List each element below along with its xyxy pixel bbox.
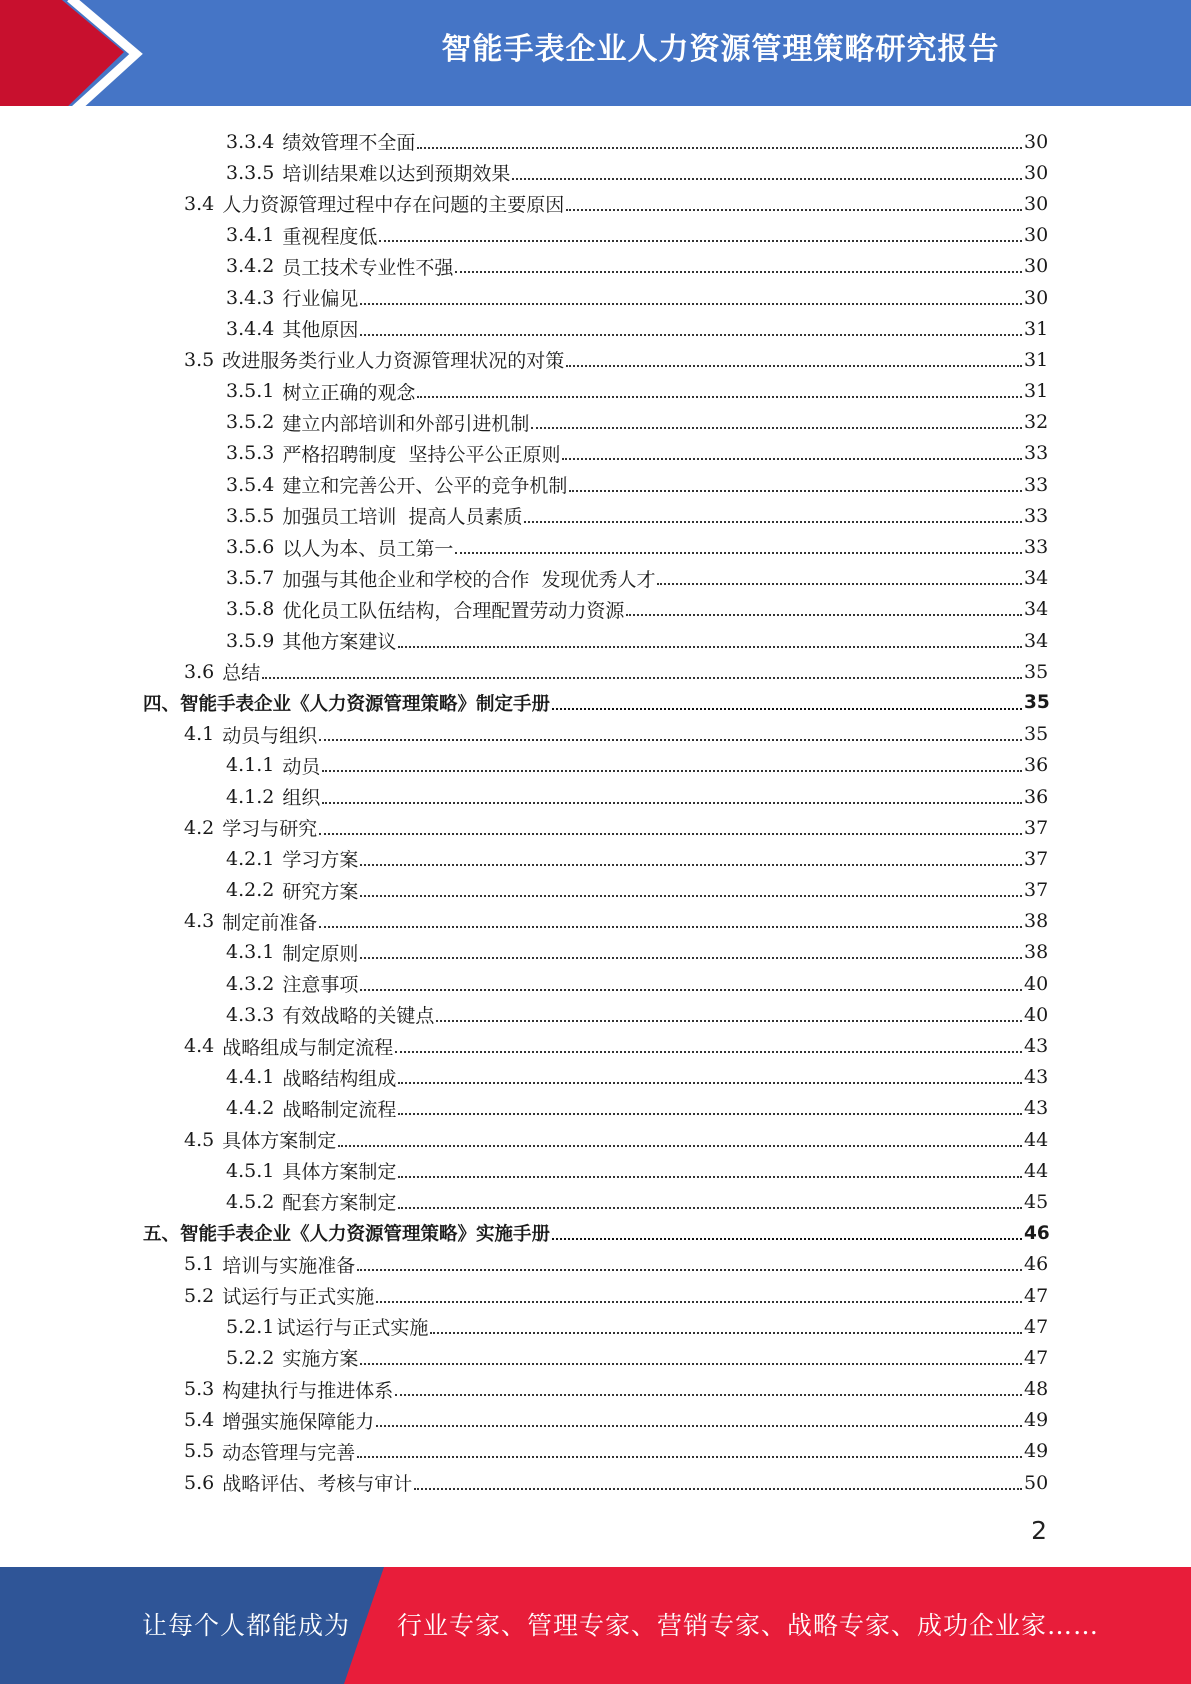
toc-entry-title: 战略评估、考核与审计	[222, 1473, 413, 1496]
toc-entry-page: 31	[1024, 317, 1049, 340]
toc-dot-leader	[531, 427, 1022, 429]
toc-entry[interactable]	[0, 407, 1191, 438]
toc-entry[interactable]	[0, 719, 1191, 750]
toc-entry-title: 以人为本、员工第一	[282, 537, 454, 560]
toc-dot-leader	[360, 895, 1022, 897]
toc-dot-leader	[360, 957, 1022, 959]
toc-entry-number: 5.5	[184, 1440, 215, 1463]
toc-entry-title: 战略结构组成	[282, 1067, 397, 1090]
toc-entry[interactable]	[0, 500, 1191, 531]
toc-dot-leader	[376, 1425, 1022, 1427]
toc-entry-page: 47	[1024, 1315, 1049, 1338]
toc-entry-page: 34	[1024, 567, 1049, 590]
toc-entry[interactable]	[0, 282, 1191, 313]
toc-entry-number: 5.3	[184, 1378, 215, 1401]
toc-entry-number: 4.5	[184, 1128, 215, 1151]
toc-entry-title: 战略制定流程	[282, 1098, 397, 1121]
toc-entry-number: 五、	[143, 1224, 181, 1246]
toc-entry-number: 3.5.8	[226, 598, 275, 621]
toc-entry-page: 48	[1024, 1378, 1049, 1401]
toc-entry-title: 增强实施保障能力	[222, 1410, 375, 1433]
toc-entry[interactable]	[0, 220, 1191, 251]
toc-dot-leader	[360, 303, 1022, 305]
page-header	[0, 0, 1191, 112]
toc-entry[interactable]	[0, 594, 1191, 625]
toc-entry-number: 4.2	[184, 816, 215, 839]
toc-entry-title: 学习方案	[282, 849, 359, 872]
toc-entry-page: 30	[1024, 286, 1049, 309]
toc-entry-title: 优化员工队伍结构，合理配置劳动力资源	[282, 599, 625, 622]
toc-entry-title: 动态管理与完善	[222, 1441, 356, 1464]
toc-entry[interactable]	[0, 968, 1191, 999]
toc-entry[interactable]	[0, 1467, 1191, 1498]
toc-entry-number: 四、	[143, 693, 181, 715]
toc-dot-leader	[552, 1238, 1022, 1240]
toc-entry-title: 人力资源管理过程中存在问题的主要原因	[222, 194, 565, 217]
toc-entry[interactable]	[0, 376, 1191, 407]
toc-entry-number: 3.6	[184, 660, 215, 683]
table-of-contents	[0, 126, 1191, 1498]
toc-entry-title: 试运行与正式实施	[276, 1317, 429, 1340]
toc-entry-page: 46	[1024, 1222, 1050, 1244]
toc-entry-number: 3.3.4	[226, 130, 275, 153]
toc-dot-leader	[319, 739, 1022, 741]
toc-entry-page: 47	[1024, 1346, 1049, 1369]
page-footer	[0, 1567, 1191, 1684]
toc-entry-number: 4.5.2	[226, 1190, 275, 1213]
toc-entry-number: 5.2.2	[226, 1346, 275, 1369]
toc-entry-title: 智能手表企业《人力资源管理策略》制定手册	[180, 693, 551, 715]
toc-dot-leader	[360, 1363, 1022, 1365]
toc-entry-number: 5.2	[184, 1284, 215, 1307]
toc-entry[interactable]	[0, 687, 1191, 718]
toc-dot-leader	[436, 1020, 1022, 1022]
toc-entry-page: 38	[1024, 910, 1049, 933]
toc-entry-title: 有效战略的关键点	[282, 1005, 435, 1028]
toc-dot-leader	[455, 552, 1022, 554]
toc-entry[interactable]	[0, 157, 1191, 188]
toc-entry[interactable]	[0, 1030, 1191, 1061]
toc-entry-number: 3.4.2	[226, 255, 275, 278]
toc-dot-leader	[398, 1176, 1022, 1178]
toc-entry-page: 40	[1024, 972, 1049, 995]
toc-entry-number: 4.3.2	[226, 972, 275, 995]
toc-entry-page: 35	[1024, 723, 1049, 746]
toc-entry-title: 加强与其他企业和学校的合作 发现优秀人才	[282, 568, 656, 591]
toc-entry-page: 45	[1024, 1190, 1049, 1213]
toc-dot-leader	[357, 1456, 1022, 1458]
toc-dot-leader	[657, 583, 1022, 585]
toc-dot-leader	[566, 365, 1022, 367]
toc-entry-number: 4.4.1	[226, 1066, 275, 1089]
toc-dot-leader	[562, 458, 1022, 460]
toc-entry[interactable]	[0, 126, 1191, 157]
toc-entry-number: 4.1	[184, 723, 215, 746]
toc-dot-leader	[512, 178, 1022, 180]
toc-dot-leader	[262, 677, 1022, 679]
toc-entry[interactable]	[0, 1124, 1191, 1155]
toc-entry[interactable]	[0, 1249, 1191, 1280]
toc-dot-leader	[569, 490, 1022, 492]
toc-entry-number: 4.2.1	[226, 847, 275, 870]
toc-entry[interactable]	[0, 1218, 1191, 1249]
toc-entry-number: 3.5.7	[226, 567, 275, 590]
toc-entry-title: 建立和完善公开、公平的竞争机制	[282, 475, 568, 498]
toc-entry-page: 34	[1024, 598, 1049, 621]
toc-entry[interactable]	[0, 875, 1191, 906]
toc-entry-page: 44	[1024, 1128, 1049, 1151]
toc-entry-number: 3.5.4	[226, 473, 275, 496]
toc-entry-title: 构建执行与推进体系	[222, 1379, 394, 1402]
toc-entry[interactable]	[0, 563, 1191, 594]
toc-dot-leader	[566, 209, 1022, 211]
toc-entry-page: 31	[1024, 348, 1049, 371]
toc-entry-page: 30	[1024, 130, 1049, 153]
toc-entry-page: 35	[1024, 660, 1049, 683]
toc-entry-number: 4.3.1	[226, 941, 275, 964]
toc-dot-leader	[376, 1301, 1022, 1303]
toc-entry-number: 4.5.1	[226, 1159, 275, 1182]
toc-entry-number: 4.3	[184, 910, 215, 933]
toc-entry-page: 33	[1024, 536, 1049, 559]
toc-entry-title: 严格招聘制度 坚持公平公正原则	[282, 443, 561, 466]
toc-entry[interactable]	[0, 313, 1191, 344]
toc-entry-page: 43	[1024, 1097, 1049, 1120]
toc-dot-leader	[360, 864, 1022, 866]
toc-entry-number: 3.4.3	[226, 286, 275, 309]
toc-entry[interactable]	[0, 750, 1191, 781]
toc-entry-title: 配套方案制定	[282, 1192, 397, 1215]
toc-entry[interactable]	[0, 781, 1191, 812]
toc-entry-page: 37	[1024, 879, 1049, 902]
toc-entry[interactable]	[0, 251, 1191, 282]
toc-entry[interactable]	[0, 531, 1191, 562]
toc-entry-number: 3.4.4	[226, 317, 275, 340]
toc-entry-page: 36	[1024, 754, 1049, 777]
toc-entry-number: 3.5.3	[226, 442, 275, 465]
toc-entry-number: 4.4	[184, 1035, 215, 1058]
toc-entry-page: 30	[1024, 255, 1049, 278]
toc-entry-number: 5.4	[184, 1409, 215, 1432]
toc-entry-page: 37	[1024, 847, 1049, 870]
toc-entry-page: 50	[1024, 1471, 1049, 1494]
toc-entry-number: 5.1	[184, 1253, 215, 1276]
toc-entry-number: 5.6	[184, 1471, 215, 1494]
toc-dot-leader	[395, 1051, 1022, 1053]
toc-entry[interactable]	[0, 1280, 1191, 1311]
toc-entry[interactable]	[0, 1436, 1191, 1467]
toc-entry-title: 制定原则	[282, 942, 359, 965]
toc-entry-number: 3.5.6	[226, 536, 275, 559]
toc-entry-title: 绩效管理不全面	[282, 132, 416, 155]
toc-entry-number: 4.3.3	[226, 1003, 275, 1026]
footer-slogan-left: 让每个人都能成为	[142, 1611, 351, 1640]
toc-entry-number: 3.4.1	[226, 224, 275, 247]
toc-dot-leader	[395, 1394, 1022, 1396]
toc-dot-leader	[360, 334, 1022, 336]
toc-entry-page: 33	[1024, 442, 1049, 465]
toc-entry[interactable]	[0, 1062, 1191, 1093]
toc-entry-title: 制定前准备	[222, 911, 318, 934]
toc-entry-title: 加强员工培训 提高人员素质	[282, 506, 523, 529]
toc-entry-number: 3.4	[184, 192, 215, 215]
toc-dot-leader	[338, 1145, 1022, 1147]
toc-entry-title: 注意事项	[282, 974, 359, 997]
toc-dot-leader	[379, 240, 1022, 242]
toc-entry-number: 3.5.9	[226, 629, 275, 652]
toc-entry[interactable]	[0, 937, 1191, 968]
toc-entry-number: 3.5.1	[226, 380, 275, 403]
toc-entry[interactable]	[0, 1155, 1191, 1186]
toc-dot-leader	[552, 708, 1022, 710]
toc-entry-number: 3.3.5	[226, 161, 275, 184]
toc-dot-leader	[322, 770, 1022, 772]
toc-entry[interactable]	[0, 1186, 1191, 1217]
toc-entry-page: 33	[1024, 504, 1049, 527]
toc-entry-number: 5.2.1	[226, 1315, 275, 1338]
toc-dot-leader	[417, 147, 1022, 149]
toc-entry-page: 46	[1024, 1253, 1049, 1276]
toc-dot-leader	[322, 802, 1022, 804]
toc-entry-title: 培训与实施准备	[222, 1254, 356, 1277]
toc-entry-title: 试运行与正式实施	[222, 1286, 375, 1309]
toc-entry[interactable]	[0, 344, 1191, 375]
toc-entry-page: 31	[1024, 380, 1049, 403]
toc-entry-page: 49	[1024, 1440, 1049, 1463]
toc-entry-title: 学习与研究	[222, 818, 318, 841]
toc-entry-number: 4.4.2	[226, 1097, 275, 1120]
toc-entry-number: 4.2.2	[226, 879, 275, 902]
toc-entry[interactable]	[0, 1093, 1191, 1124]
toc-entry-page: 32	[1024, 411, 1049, 434]
toc-dot-leader	[360, 989, 1022, 991]
toc-entry-number: 4.1.2	[226, 785, 275, 808]
toc-entry[interactable]	[0, 999, 1191, 1030]
toc-entry-page: 44	[1024, 1159, 1049, 1182]
toc-dot-leader	[357, 1269, 1022, 1271]
toc-entry[interactable]	[0, 1342, 1191, 1373]
toc-entry-title: 行业偏见	[282, 288, 359, 311]
toc-entry[interactable]	[0, 469, 1191, 500]
toc-entry-title: 具体方案制定	[222, 1130, 337, 1153]
toc-entry[interactable]	[0, 188, 1191, 219]
toc-entry[interactable]	[0, 1311, 1191, 1342]
toc-entry-title: 树立正确的观念	[282, 381, 416, 404]
toc-entry-page: 30	[1024, 192, 1049, 215]
toc-entry-title: 具体方案制定	[282, 1161, 397, 1184]
toc-entry-title: 员工技术专业性不强	[282, 256, 454, 279]
footer-slogan-right: 行业专家、管理专家、营销专家、战略专家、成功企业家……	[397, 1611, 1100, 1640]
page-number: 2	[1031, 1516, 1047, 1545]
toc-dot-leader	[398, 646, 1022, 648]
toc-entry-page: 38	[1024, 941, 1049, 964]
toc-entry[interactable]	[0, 1374, 1191, 1405]
toc-entry-page: 40	[1024, 1003, 1049, 1026]
toc-entry-title: 建立内部培训和外部引进机制	[282, 412, 530, 435]
header-title: 智能手表企业人力资源管理策略研究报告	[441, 32, 1000, 67]
toc-entry-number: 3.5	[184, 348, 215, 371]
toc-dot-leader	[455, 271, 1022, 273]
toc-entry-page: 43	[1024, 1035, 1049, 1058]
toc-entry-title: 培训结果难以达到预期效果	[282, 163, 511, 186]
toc-entry-page: 43	[1024, 1066, 1049, 1089]
toc-dot-leader	[430, 1332, 1022, 1334]
toc-entry-title: 动员	[282, 755, 321, 778]
toc-dot-leader	[524, 521, 1022, 523]
toc-entry-title: 其他方案建议	[282, 631, 397, 654]
toc-entry[interactable]	[0, 843, 1191, 874]
toc-entry-title: 总结	[222, 662, 261, 685]
toc-entry-number: 3.5.2	[226, 411, 275, 434]
toc-dot-leader	[398, 1113, 1022, 1115]
toc-entry-page: 33	[1024, 473, 1049, 496]
toc-entry-page: 34	[1024, 629, 1049, 652]
toc-entry-page: 35	[1024, 692, 1050, 714]
toc-entry-number: 4.1.1	[226, 754, 275, 777]
toc-entry-page: 30	[1024, 224, 1049, 247]
toc-entry-title: 组织	[282, 787, 321, 810]
toc-dot-leader	[319, 833, 1022, 835]
toc-entry-number: 3.5.5	[226, 504, 275, 527]
toc-dot-leader	[626, 614, 1022, 616]
toc-entry-title: 研究方案	[282, 880, 359, 903]
toc-entry[interactable]	[0, 1405, 1191, 1436]
toc-dot-leader	[414, 1488, 1022, 1490]
toc-entry[interactable]	[0, 625, 1191, 656]
toc-entry-title: 实施方案	[282, 1348, 359, 1371]
header-bottom-line	[0, 106, 1191, 112]
toc-entry-title: 重视程度低	[282, 225, 378, 248]
toc-entry-title: 改进服务类行业人力资源管理状况的对策	[222, 350, 565, 373]
toc-dot-leader	[417, 396, 1022, 398]
toc-entry-title: 战略组成与制定流程	[222, 1036, 394, 1059]
toc-entry-page: 30	[1024, 161, 1049, 184]
toc-dot-leader	[398, 1207, 1022, 1209]
toc-dot-leader	[398, 1082, 1022, 1084]
header-red-arrow	[0, 0, 124, 112]
toc-entry[interactable]	[0, 438, 1191, 469]
toc-entry[interactable]	[0, 812, 1191, 843]
toc-entry-page: 49	[1024, 1409, 1049, 1432]
toc-entry-title: 智能手表企业《人力资源管理策略》实施手册	[180, 1224, 551, 1246]
toc-entry-page: 47	[1024, 1284, 1049, 1307]
toc-entry-page: 36	[1024, 785, 1049, 808]
toc-entry-page: 37	[1024, 816, 1049, 839]
toc-dot-leader	[319, 926, 1022, 928]
toc-entry[interactable]	[0, 906, 1191, 937]
toc-entry[interactable]	[0, 656, 1191, 687]
toc-entry-title: 动员与组织	[222, 724, 318, 747]
toc-entry-title: 其他原因	[282, 319, 359, 342]
